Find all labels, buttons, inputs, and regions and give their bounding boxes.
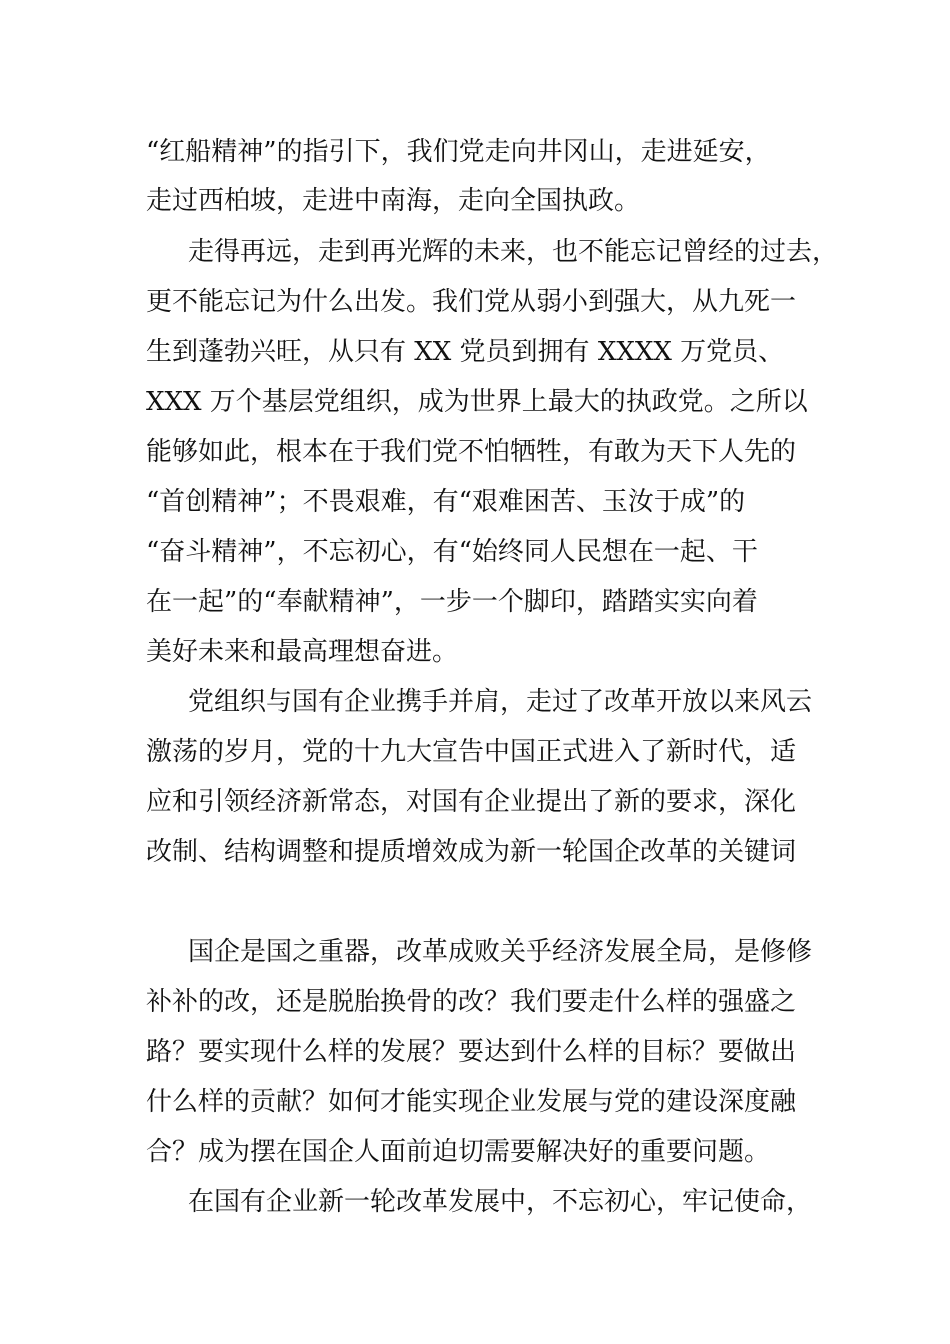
text-line: 应和引领经济新常态，对国有企业提出了新的要求，深化 xyxy=(146,787,797,817)
paragraph-start-line: 在国有企业新一轮改革发展中，不忘初心，牢记使命， xyxy=(188,1187,813,1217)
text-line: “红船精神”的指引下，我们党走向井冈山，走进延安， xyxy=(146,137,771,167)
paragraph-start-line: 国企是国之重器，改革成败关乎经济发展全局，是修修 xyxy=(188,937,813,967)
text-line: 什么样的贡献？如何才能实现企业发展与党的建设深度融 xyxy=(146,1087,797,1117)
text-line: “首创精神”；不畏艰难，有“艰难困苦、玉汝于成”的 xyxy=(146,487,746,517)
text-line: 在一起”的“奉献精神”，一步一个脚印，踏踏实实向着 xyxy=(146,587,758,617)
text-line: 改制、结构调整和提质增效成为新一轮国企改革的关键词 xyxy=(146,837,797,867)
text-line: 更不能忘记为什么出发。我们党从弱小到强大，从九死一 xyxy=(146,287,797,317)
text-line: 激荡的岁月，党的十九大宣告中国正式进入了新时代，适 xyxy=(146,737,797,767)
text-line: 能够如此，根本在于我们党不怕牺牲，有敢为天下人先的 xyxy=(146,437,797,467)
paragraph-start-line: 党组织与国有企业携手并肩，走过了改革开放以来风云 xyxy=(188,687,813,717)
text-line: 生到蓬勃兴旺，从只有 XX 党员到拥有 XXXX 万党员、 xyxy=(146,337,785,367)
text-line: XXX 万个基层党组织，成为世界上最大的执政党。之所以 xyxy=(146,387,808,417)
text-line: 美好未来和最高理想奋进。 xyxy=(146,637,459,667)
text-line: 走过西柏坡，走进中南海，走向全国执政。 xyxy=(146,186,641,216)
text-line: 路？要实现什么样的发展？要达到什么样的目标？要做出 xyxy=(146,1037,797,1067)
text-line: 合？成为摆在国企人面前迫切需要解决好的重要问题。 xyxy=(146,1137,771,1167)
text-line: “奋斗精神”，不忘初心，有“始终同人民想在一起、干 xyxy=(146,537,758,567)
paragraph-start-line: 走得再远，走到再光辉的未来，也不能忘记曾经的过去， xyxy=(188,237,839,267)
text-line: 补补的改，还是脱胎换骨的改？我们要走什么样的强盛之 xyxy=(146,987,797,1017)
